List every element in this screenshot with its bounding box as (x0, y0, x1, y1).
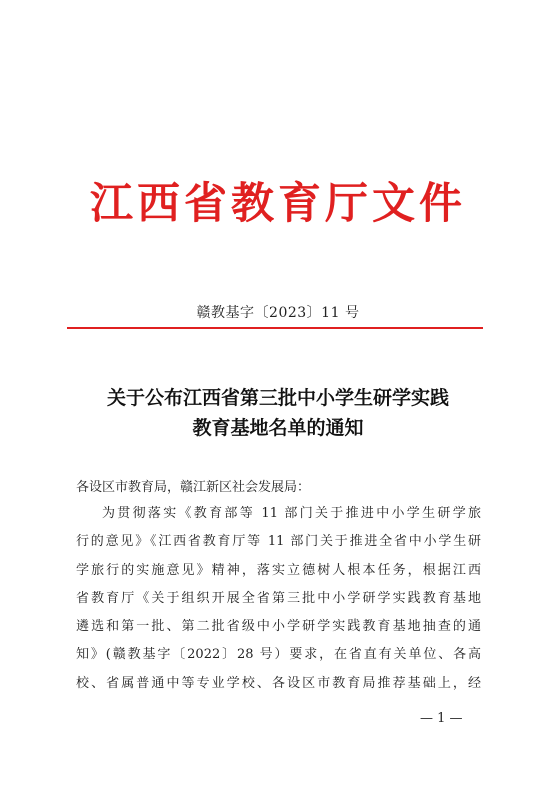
red-divider-line (67, 327, 483, 329)
notice-title (0, 383, 556, 443)
notice-title-line-2: 教育基地名单的通知 (192, 417, 364, 439)
body-line: 为贯彻落实《教育部等 11 部门关于推进中小学生研学旅 (102, 506, 481, 521)
body-line: 学旅行的实施意见》精神，落实立德树人根本任务，根据江西 (76, 562, 481, 578)
body-line: 校、省属普通中等专业学校、各设区市教育局推荐基础上，经 (76, 675, 481, 691)
body-line: 行的意见》《江西省教育厅等 11 部门关于推进全省中小学生研 (76, 534, 481, 550)
body-paragraph (76, 500, 481, 698)
body-line: 省教育厅《关于组织开展全省第三批中小学研学实践教育基地 (76, 590, 481, 606)
notice-title-line-1: 关于公布江西省第三批中小学生研学实践 (106, 387, 449, 409)
body-line: 知》(赣教基字〔2022〕28 号）要求，在省直有关单位、各高 (76, 647, 481, 663)
page-number: — 1 — (420, 711, 463, 726)
body-line: 遴选和第一批、第二批省级中小学研学实践教育基地抽查的通 (76, 619, 481, 635)
addressee: 各设区市教育局，赣江新区社会发展局： (76, 480, 311, 495)
document-number: 赣教基字〔2023〕11 号 (196, 305, 360, 321)
issuing-authority-header: 江西省教育厅文件 (90, 179, 466, 229)
